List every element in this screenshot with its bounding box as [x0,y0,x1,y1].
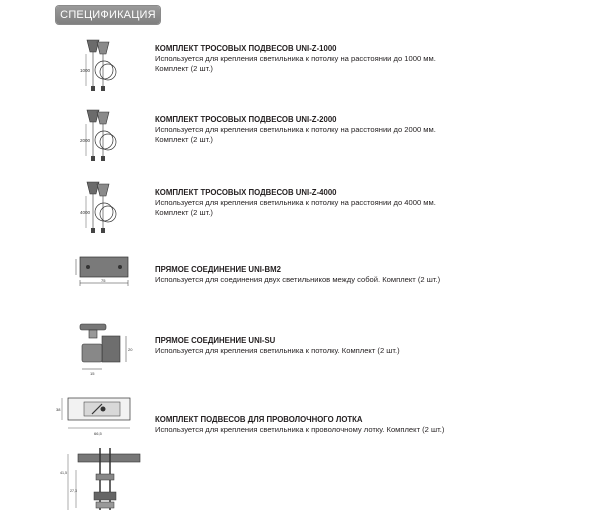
spec-item [155,336,575,356]
cable-suspension-4000-drawing [78,180,128,236]
dimension-label: 38 [56,407,61,412]
item-title: КОМПЛЕКТ ТРОСОВЫХ ПОДВЕСОВ UNI-Z-1000 [155,44,337,53]
spec-item [155,415,575,435]
dimension-label: 1000 [80,68,91,73]
dimension-label: 66,5 [94,431,102,436]
item-description: Комплект (2 шт.) [155,64,213,73]
item-title: КОМПЛЕКТ ПОДВЕСОВ ДЛЯ ПРОВОЛОЧНОГО ЛОТКА [155,415,363,424]
dimension-label: 15 [90,371,95,376]
cable-suspension-2000-drawing [78,108,128,164]
item-description: Используется для крепления светильника к потолку. Комплект (2 шт.) [155,346,400,355]
spec-item [155,44,575,74]
wire-tray-suspension-drawing [56,392,146,518]
item-description: Комплект (2 шт.) [155,135,213,144]
item-title: КОМПЛЕКТ ТРОСОВЫХ ПОДВЕСОВ UNI-Z-2000 [155,115,337,124]
cable-suspension-1000-drawing [78,38,128,94]
straight-connector-su-drawing [74,320,140,376]
dimension-label: 27,3 [70,489,77,493]
dimension-label: 41,5 [60,471,67,475]
item-title: ПРЯМОЕ СОЕДИНЕНИЕ UNI-BM2 [155,265,281,274]
item-title: КОМПЛЕКТ ТРОСОВЫХ ПОДВЕСОВ UNI-Z-4000 [155,188,337,197]
spec-item [155,115,575,145]
item-description: Комплект (2 шт.) [155,208,213,217]
item-description: Используется для крепления светильника к проволочному лотку. Комплект (2 шт.) [155,425,445,434]
section-title-tab: СПЕЦИФИКАЦИЯ [56,6,160,24]
item-description: Используется для крепления светильника к потолку на расстоянии до 1000 мм. [155,54,436,63]
dimension-label: 2000 [80,138,91,143]
item-description: Используется для крепления светильника к потолку на расстоянии до 2000 мм. [155,125,436,134]
spec-item [155,265,575,285]
dimension-label: 4000 [80,210,91,215]
dimension-label: 75 [101,278,106,283]
item-description: Используется для крепления светильника к потолку на расстоянии до 4000 мм. [155,198,436,207]
item-title: ПРЯМОЕ СОЕДИНЕНИЕ UNI-SU [155,336,276,345]
straight-connector-bm2-drawing [70,253,134,289]
item-description: Используется для соединения двух светильников между собой. Комплект (2 шт.) [155,275,441,284]
spec-item [155,188,575,218]
dimension-label: 20 [128,347,133,352]
